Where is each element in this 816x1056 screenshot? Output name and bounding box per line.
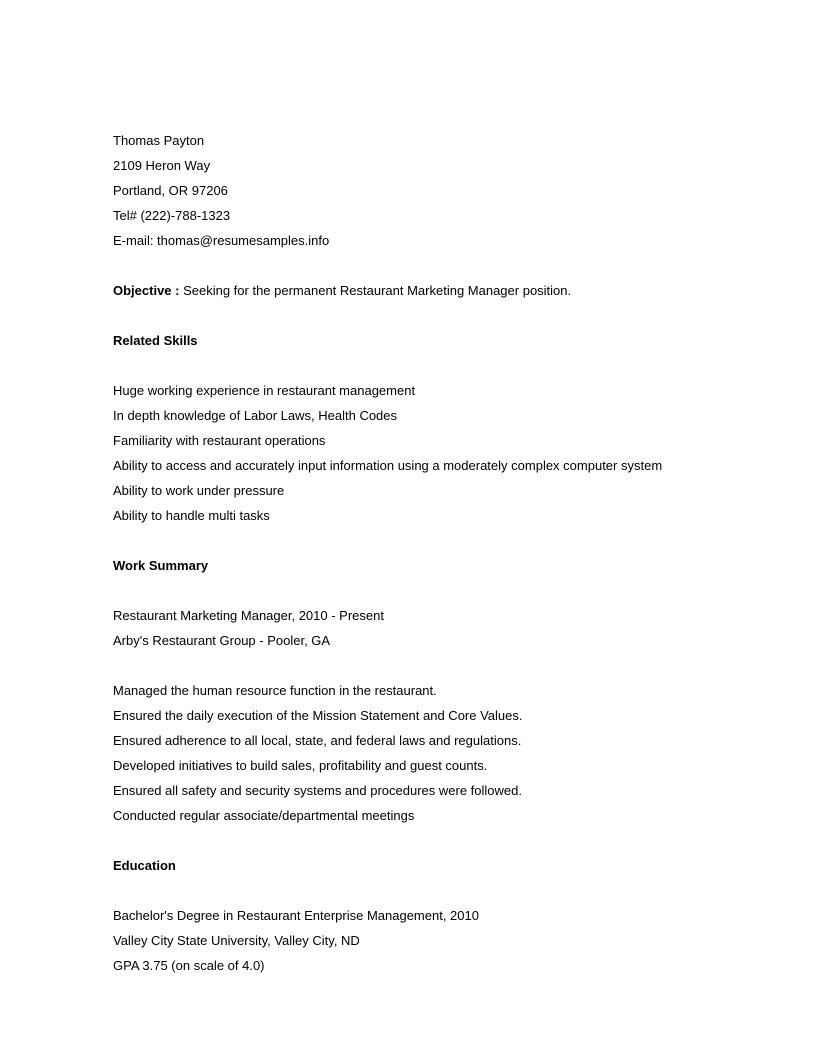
duty-item: Developed initiatives to build sales, profitability and guest counts. bbox=[113, 758, 488, 773]
duty-item: Ensured adherence to all local, state, and federal laws and regulations. bbox=[113, 733, 522, 748]
contact-street: 2109 Heron Way bbox=[113, 158, 211, 173]
skill-item: Ability to work under pressure bbox=[113, 483, 285, 498]
spacer bbox=[113, 878, 793, 903]
duty-item: Ensured all safety and security systems and procedures were followed. bbox=[113, 783, 522, 798]
contact-name: Thomas Payton bbox=[113, 133, 205, 148]
skills-heading: Related Skills bbox=[113, 333, 198, 348]
education-school: Valley City State University, Valley City, ND bbox=[113, 933, 360, 948]
work-position: Restaurant Marketing Manager, 2010 - Present bbox=[113, 608, 384, 623]
spacer bbox=[113, 303, 793, 328]
contact-block bbox=[113, 128, 793, 253]
skill-item: Huge working experience in restaurant management bbox=[113, 383, 416, 398]
contact-phone: Tel# (222)-788-1323 bbox=[113, 208, 231, 223]
education-heading: Education bbox=[113, 858, 176, 873]
skills-list bbox=[113, 378, 793, 528]
education-degree: Bachelor's Degree in Restaurant Enterprise Management, 2010 bbox=[113, 908, 479, 923]
spacer bbox=[113, 353, 793, 378]
work-heading: Work Summary bbox=[113, 558, 209, 573]
resume-content bbox=[113, 128, 793, 978]
spacer bbox=[113, 253, 793, 278]
skill-item: Ability to handle multi tasks bbox=[113, 508, 270, 523]
contact-city-state-zip: Portland, OR 97206 bbox=[113, 183, 228, 198]
objective-text: Seeking for the permanent Restaurant Marketing Manager position. bbox=[179, 283, 572, 298]
spacer bbox=[113, 578, 793, 603]
education-gpa: GPA 3.75 (on scale of 4.0) bbox=[113, 958, 265, 973]
skill-item: Ability to access and accurately input information using a moderately complex computer system bbox=[113, 458, 663, 473]
duty-item: Conducted regular associate/departmental meetings bbox=[113, 808, 415, 823]
objective-line bbox=[113, 278, 793, 303]
spacer bbox=[113, 828, 793, 853]
skill-item: Familiarity with restaurant operations bbox=[113, 433, 326, 448]
skill-item: In depth knowledge of Labor Laws, Health Codes bbox=[113, 408, 398, 423]
spacer bbox=[113, 653, 793, 678]
duty-item: Managed the human resource function in the restaurant. bbox=[113, 683, 437, 698]
work-duties-list bbox=[113, 678, 793, 828]
contact-email: E-mail: thomas@resumesamples.info bbox=[113, 233, 330, 248]
work-employer: Arby's Restaurant Group - Pooler, GA bbox=[113, 633, 331, 648]
spacer bbox=[113, 528, 793, 553]
objective-label: Objective : bbox=[113, 283, 180, 298]
duty-item: Ensured the daily execution of the Mission Statement and Core Values. bbox=[113, 708, 523, 723]
